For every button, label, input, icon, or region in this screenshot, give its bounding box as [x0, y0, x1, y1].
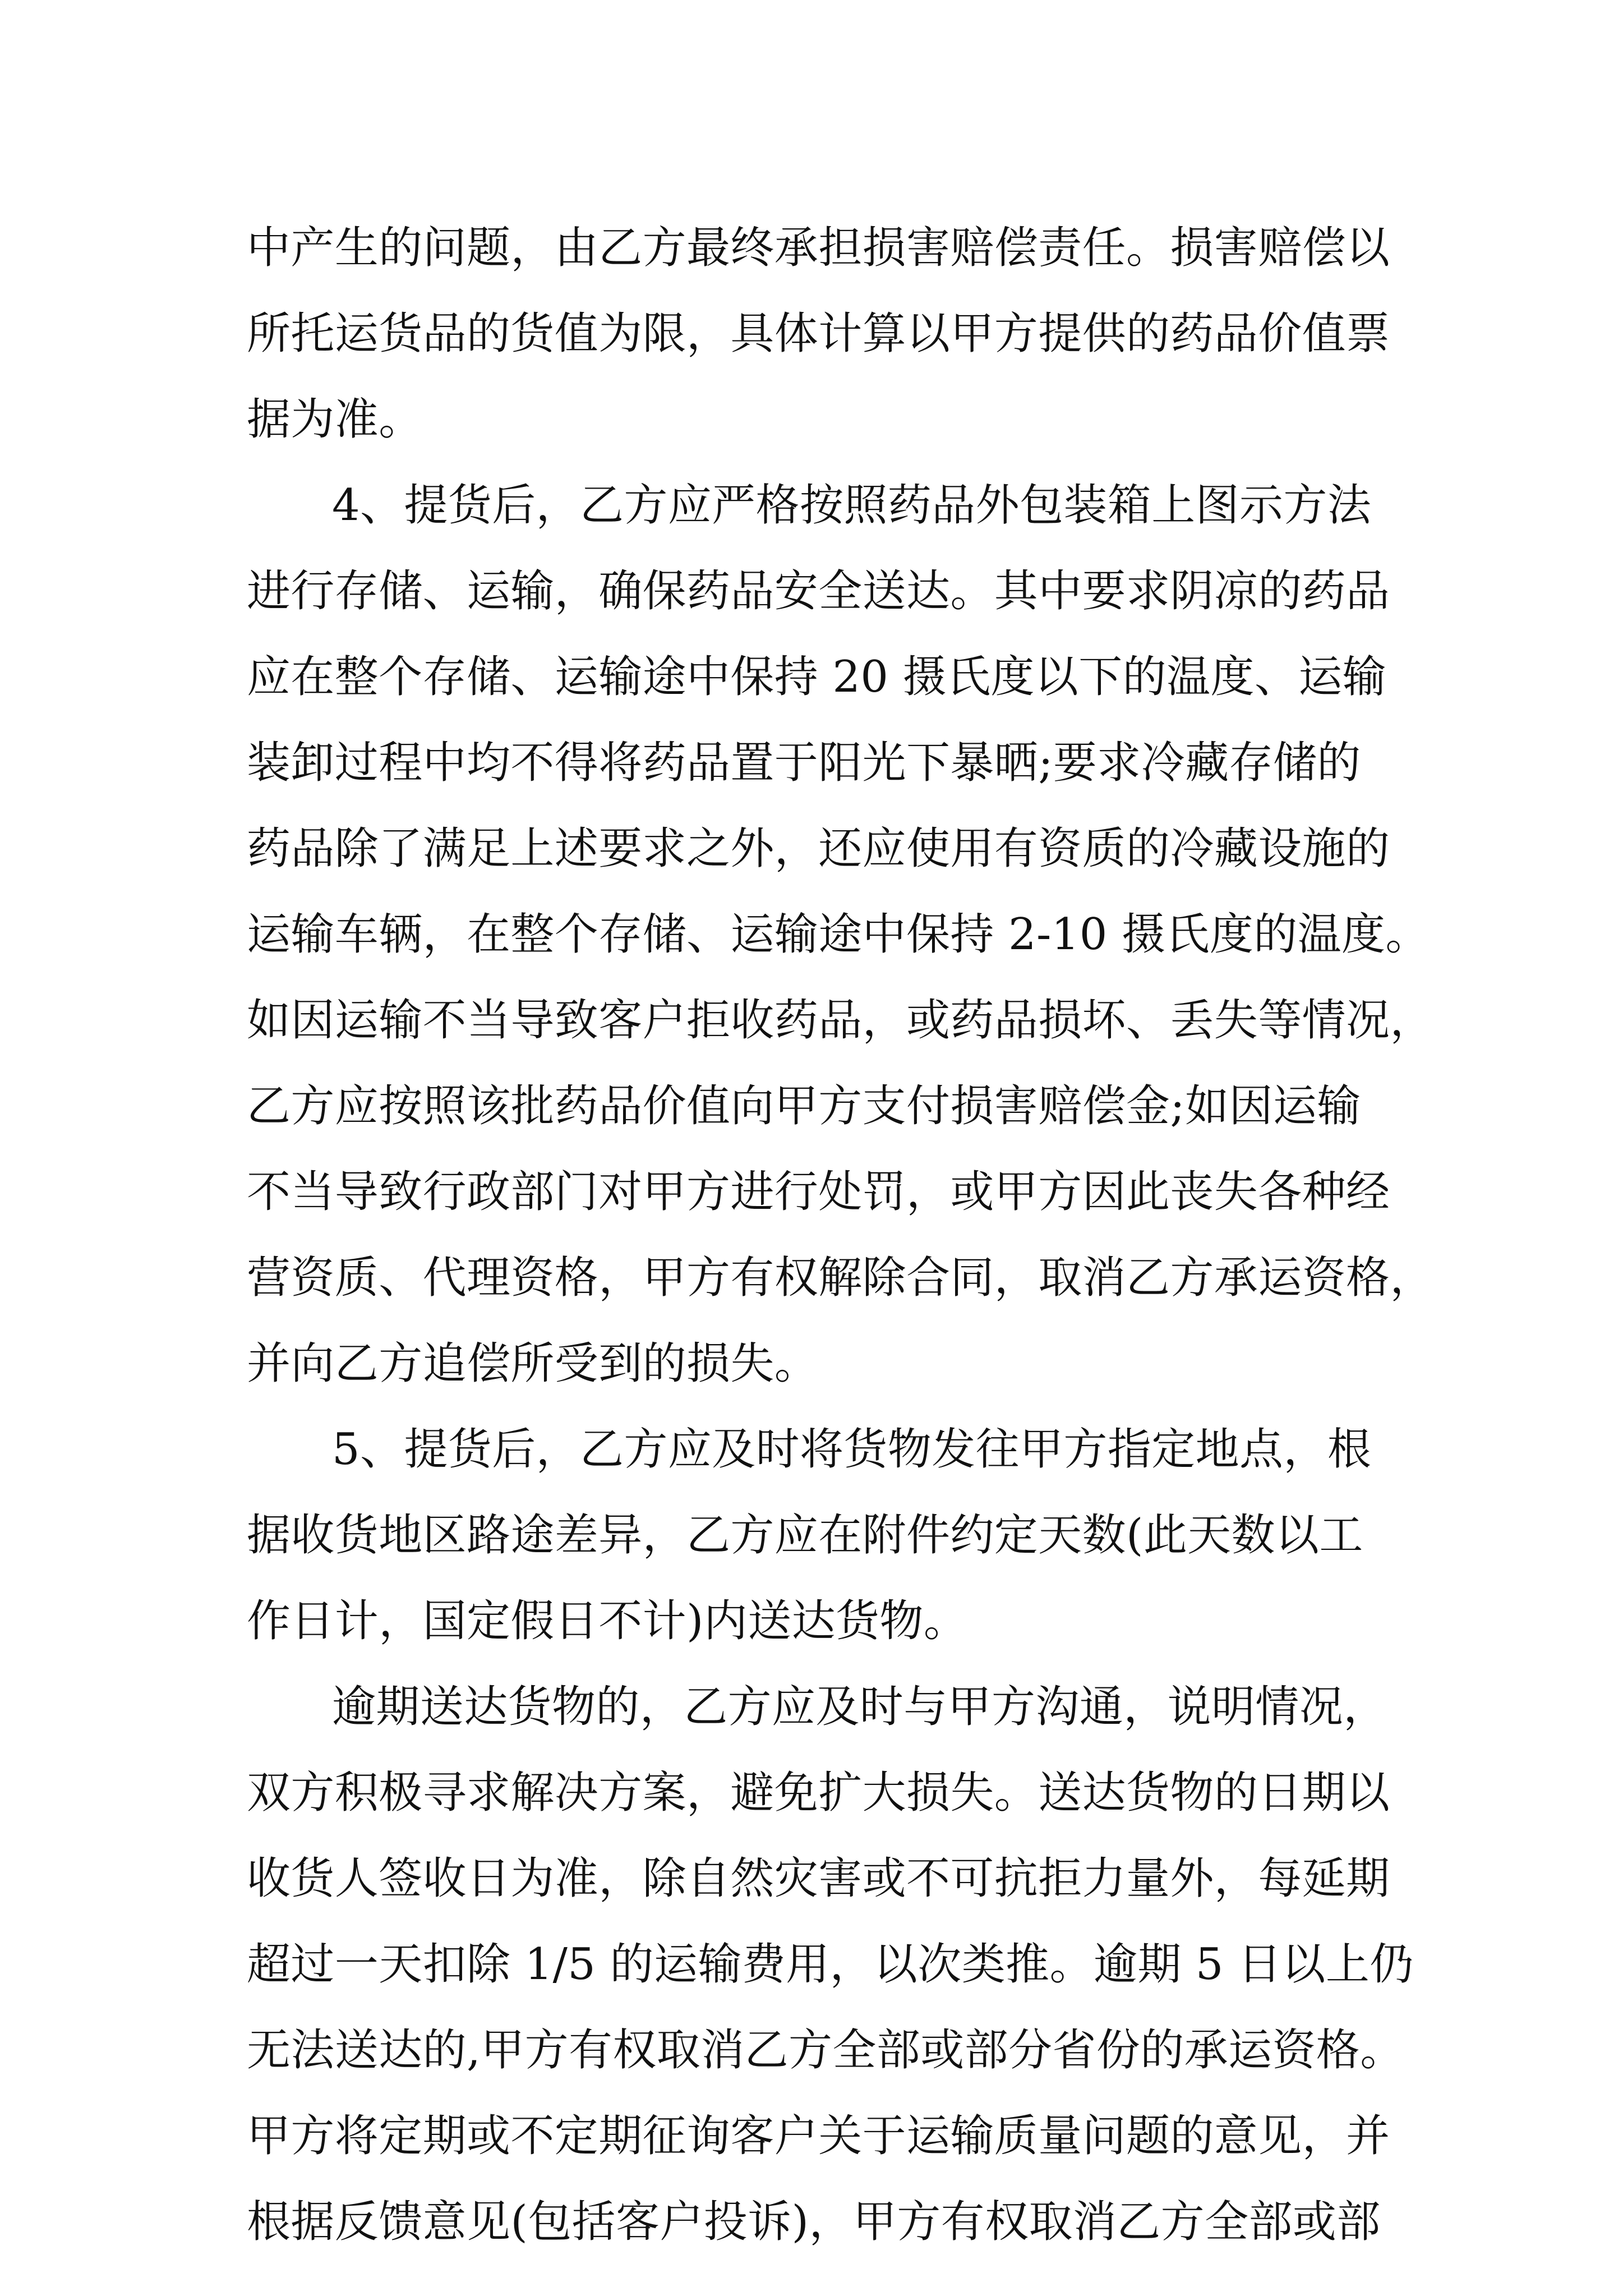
text-line: 中产生的问题，由乙方最终承担损害赔偿责任。损害赔偿以 — [247, 223, 1390, 273]
contract-text-body — [247, 205, 1434, 2265]
text-line: 据收货地区路途差异，乙方应在附件约定天数(此天数以工 — [247, 1510, 1363, 1561]
clause-4-first-line: 4、提货后，乙方应严格按照药品外包装箱上图示方法 — [332, 480, 1372, 531]
text-line: 并向乙方追偿所受到的损失。 — [247, 1338, 819, 1389]
text-line: 装卸过程中均不得将药品置于阳光下暴晒;要求冷藏存储的 — [247, 738, 1361, 788]
text-line: 作日计，国定假日不计)内送达货物。 — [247, 1596, 968, 1646]
text-line: 进行存储、运输，确保药品安全送达。其中要求阴凉的药品 — [247, 566, 1390, 616]
text-line: 营资质、代理资格，甲方有权解除合同，取消乙方承运资格， — [247, 1253, 1434, 1303]
text-line: 无法送达的,甲方有权取消乙方全部或部分省份的承运资格。 — [247, 2025, 1404, 2076]
text-line: 双方积极寻求解决方案，避免扩大损失。送达货物的日期以 — [247, 1768, 1390, 1818]
text-line: 如因运输不当导致客户拒收药品，或药品损坏、丢失等情况， — [247, 995, 1434, 1046]
text-line: 应在整个存储、运输途中保持 20 摄氏度以下的温度、运输 — [247, 652, 1387, 702]
text-line: 根据反馈意见(包括客户投诉)，甲方有权取消乙方全部或部 — [247, 2197, 1381, 2247]
clause-5-first-line: 5、提货后，乙方应及时将货物发往甲方指定地点，根 — [332, 1424, 1372, 1475]
text-line: 收货人签收日为准，除自然灾害或不可抗拒力量外，每延期 — [247, 1853, 1390, 1904]
text-line: 药品除了满足上述要求之外，还应使用有资质的冷藏设施的 — [247, 823, 1390, 874]
text-line: 甲方将定期或不定期征询客户关于运输质量问题的意见，并 — [247, 2111, 1390, 2161]
text-line: 乙方应按照该批药品价值向甲方支付损害赔偿金;如因运输 — [247, 1081, 1361, 1131]
text-line: 据为准。 — [247, 394, 423, 445]
text-line: 所托运货品的货值为限，具体计算以甲方提供的药品价值票 — [247, 309, 1390, 359]
text-line: 超过一天扣除 1/5 的运输费用，以次类推。逾期 5 日以上仍 — [247, 1939, 1414, 1990]
text-line: 不当导致行政部门对甲方进行处罚，或甲方因此丧失各种经 — [247, 1167, 1390, 1217]
overdue-paragraph-first-line: 逾期送达货物的，乙方应及时与甲方沟通，说明情况， — [332, 1682, 1387, 1732]
text-line: 运输车辆，在整个存储、运输途中保持 2-10 摄氏度的温度。 — [247, 909, 1430, 960]
